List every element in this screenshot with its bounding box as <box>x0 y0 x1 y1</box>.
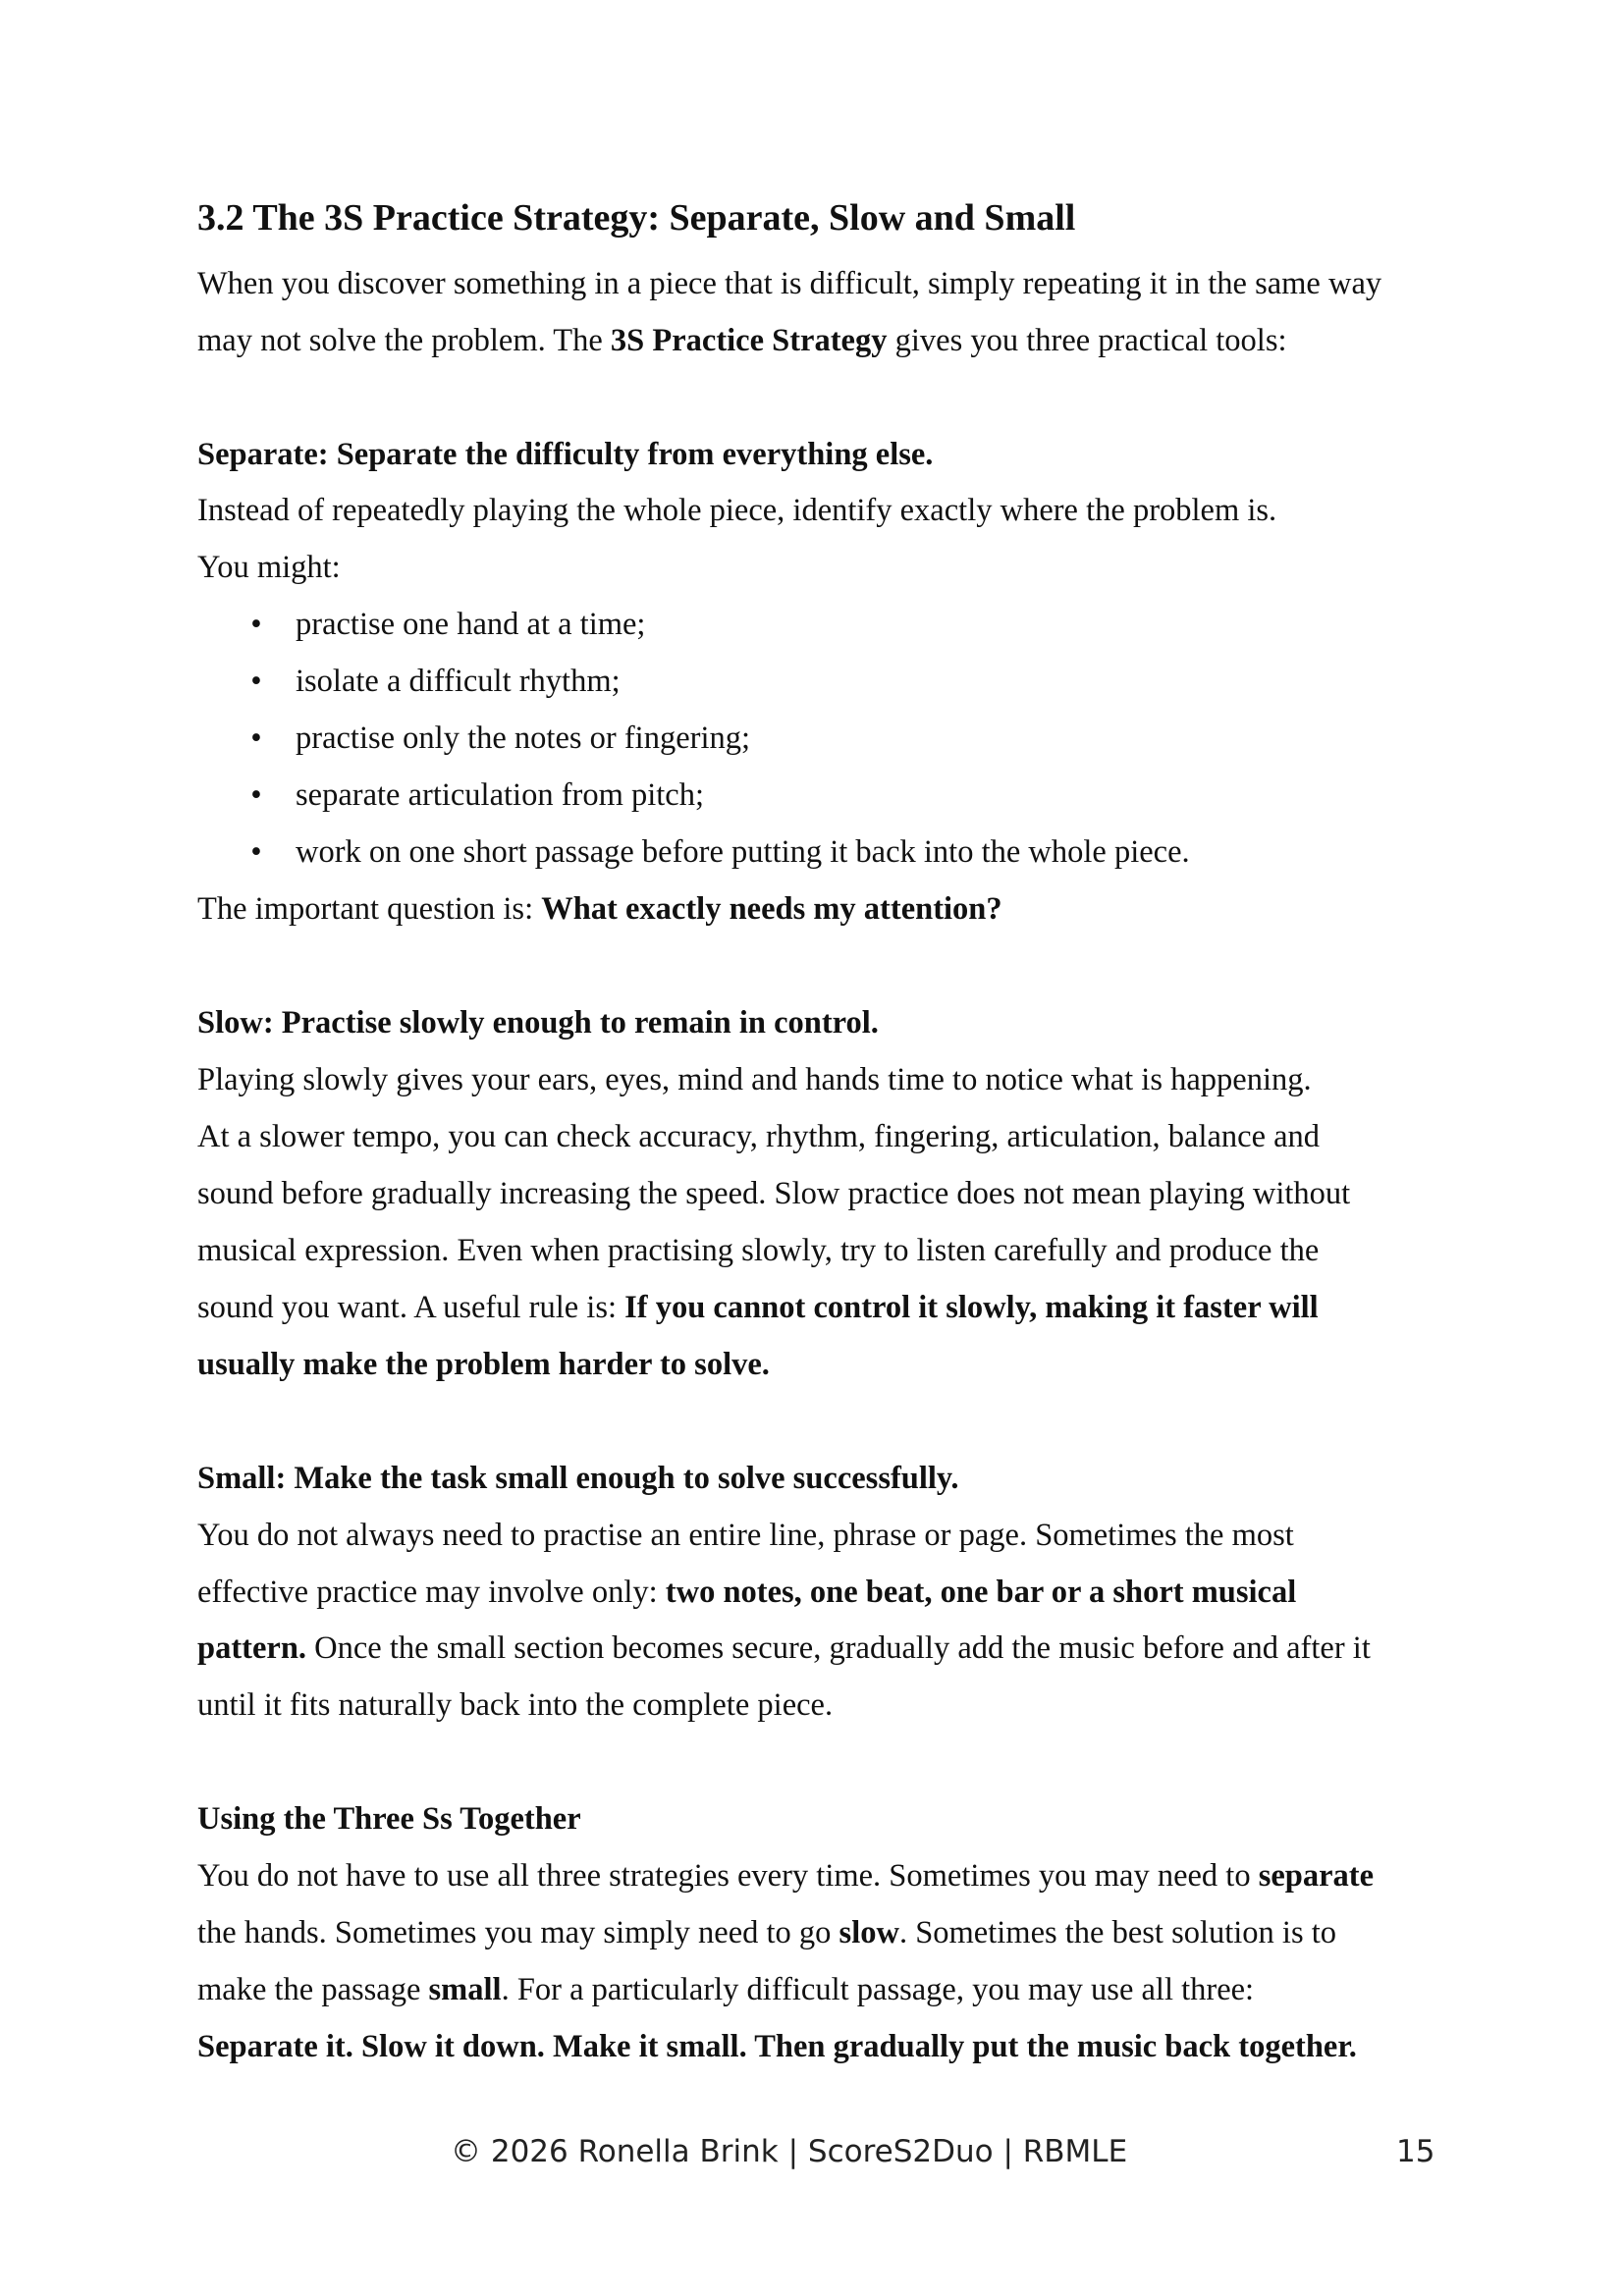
separate-heading: Separate: Separate the difficulty from everything else. <box>197 437 934 472</box>
together-line-1: You do not have to use all three strategies every time. Sometimes you may need to separate <box>197 1858 1375 1894</box>
slow-line-2: At a slower tempo, you can check accuracy, rhythm, fingering, articulation, balance and <box>197 1119 1321 1154</box>
together-heading: Using the Three Ss Together <box>197 1801 581 1837</box>
slow-line-5: sound you want. A useful rule is: If you cannot control it slowly, making it faster will <box>197 1290 1319 1325</box>
list-item: isolate a difficult rhythm; <box>296 664 621 699</box>
page-number: 15 <box>1396 2134 1435 2169</box>
bullet-marker: • <box>250 664 262 699</box>
together-line-2: the hands. Sometimes you may simply need to go slow. Sometimes the best solution is to <box>197 1915 1337 1950</box>
section-title: 3.2 The 3S Practice Strategy: Separate, Slow and Small <box>197 197 1076 239</box>
list-item: work on one short passage before putting it back into the whole piece. <box>296 834 1190 870</box>
bullet-marker: • <box>250 777 262 813</box>
footer-credit: © 2026 Ronella Brink | ScoreS2Duo | RBMLE <box>451 2134 1128 2169</box>
bullet-marker: • <box>250 607 262 642</box>
slow-line-4: musical expression. Even when practising slowly, try to listen carefully and produce the <box>197 1233 1320 1268</box>
intro-paragraph-line-1: When you discover something in a piece that is difficult, simply repeating it in the same way <box>197 266 1382 301</box>
small-line-3: pattern. Once the small section becomes secure, gradually add the music before and after it <box>197 1630 1371 1666</box>
slow-line-3: sound before gradually increasing the speed. Slow practice does not mean playing without <box>197 1176 1351 1211</box>
list-item: practise only the notes or fingering; <box>296 721 750 756</box>
separate-question: The important question is: What exactly needs my attention? <box>197 891 1002 927</box>
intro-paragraph-line-2: may not solve the problem. The 3S Practice Strategy gives you three practical tools: <box>197 323 1287 358</box>
small-line-1: You do not always need to practise an entire line, phrase or page. Sometimes the most <box>197 1518 1294 1553</box>
small-line-4: until it fits naturally back into the complete piece. <box>197 1687 834 1723</box>
bullet-marker: • <box>250 834 262 870</box>
slow-line-6: usually make the problem harder to solve. <box>197 1347 770 1382</box>
strategy-name: 3S Practice Strategy <box>610 323 888 358</box>
small-heading: Small: Make the task small enough to solve successfully. <box>197 1461 959 1496</box>
separate-line-1: Instead of repeatedly playing the whole piece, identify exactly where the problem is. <box>197 493 1277 528</box>
separate-line-2: You might: <box>197 550 341 585</box>
small-line-2: effective practice may involve only: two notes, one beat, one bar or a short musical <box>197 1575 1297 1610</box>
bullet-marker: • <box>250 721 262 756</box>
slow-heading: Slow: Practise slowly enough to remain in control. <box>197 1005 879 1041</box>
list-item: practise one hand at a time; <box>296 607 646 642</box>
together-line-3: make the passage small. For a particularly difficult passage, you may use all three: <box>197 1972 1255 2007</box>
slow-line-1: Playing slowly gives your ears, eyes, mind and hands time to notice what is happening. <box>197 1062 1312 1097</box>
together-line-4: Separate it. Slow it down. Make it small. Then gradually put the music back together. <box>197 2029 1357 2064</box>
list-item: separate articulation from pitch; <box>296 777 705 813</box>
